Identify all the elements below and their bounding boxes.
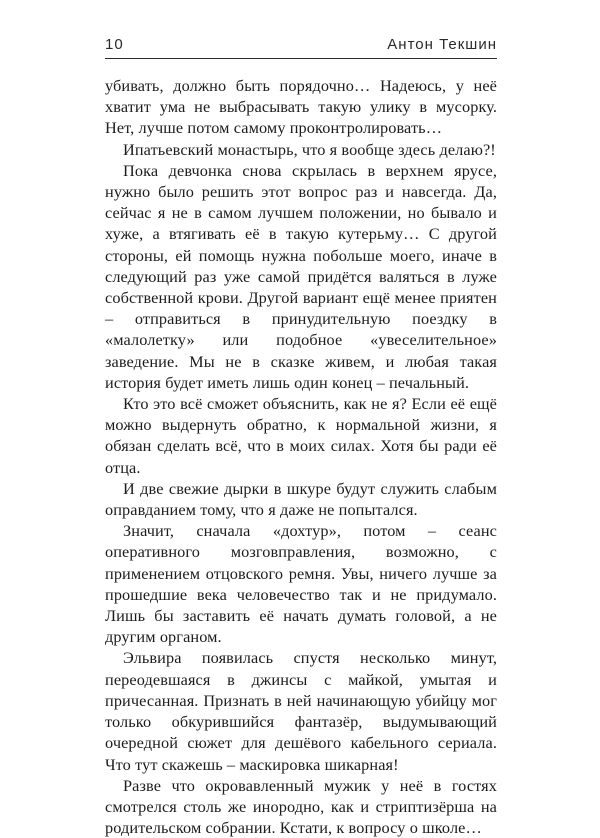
- page-number: 10: [105, 36, 124, 53]
- paragraph: Эльвира появилась спустя несколько минут, переодевшаяся в джинсы с майкой, умытая и причесанная. Признать в ней начинающую убийцу мог только обкурившийся фантазёр, выдумывающий очередной сюжет для дешёвого кабельного сериала. Что тут скажешь – маскировка шикарная!: [105, 648, 497, 774]
- author-name: Антон Текшин: [387, 36, 497, 53]
- running-header: [105, 34, 497, 59]
- paragraph: Ипатьевский монастырь, что я вообще здесь делаю?!: [123, 139, 496, 159]
- paragraph: Значит, сначала «дохтур», потом – сеанс оперативного мозговправления, возможно, с применением отцовского ремня. Увы, ничего лучше за прошедшие века человечество так и не придумало. Лишь бы заставить её начать думать головой, а не другим органом.: [105, 521, 497, 647]
- body-text: [105, 75, 497, 838]
- paragraph: Разве что окровавленный мужик у неё в гостях смотрелся столь же инородно, как и стриптизёрша на родительском собрании. Кстати, к вопросу о школе…: [105, 775, 497, 838]
- paragraph: убивать, должно быть порядочно… Надеюсь, у неё хватит ума не выбрасывать такую улику в мусорку. Нет, лучше потом самому проконтролировать…: [105, 76, 497, 138]
- paragraph: Кто это всё сможет объяснить, как не я? Если её ещё можно выдернуть обратно, к нормальной жизни, я обязан сделать всё, что в моих силах. Хотя бы ради её отца.: [105, 394, 497, 477]
- paragraph: Пока девчонка снова скрылась в верхнем ярусе, нужно было решить этот вопрос раз и навсегда. Да, сейчас я не в самом лучшем положении, но бывало и хуже, а втягивать её в такую кутерьму… С другой стороны, ей помощь нужна побольше моего, иначе в следующий раз уже самой придётся валяться в луже собственной крови. Другой вариант ещё менее приятен – отправиться в принудительную поездку в «малолетку» или подобное «увеселительное» заведение. Мы не в сказке живем, и любая такая история будет иметь лишь один конец – печальный.: [105, 160, 497, 392]
- paragraph: И две свежие дырки в шкуре будут служить слабым оправданием тому, что я даже не попытался.: [105, 478, 497, 520]
